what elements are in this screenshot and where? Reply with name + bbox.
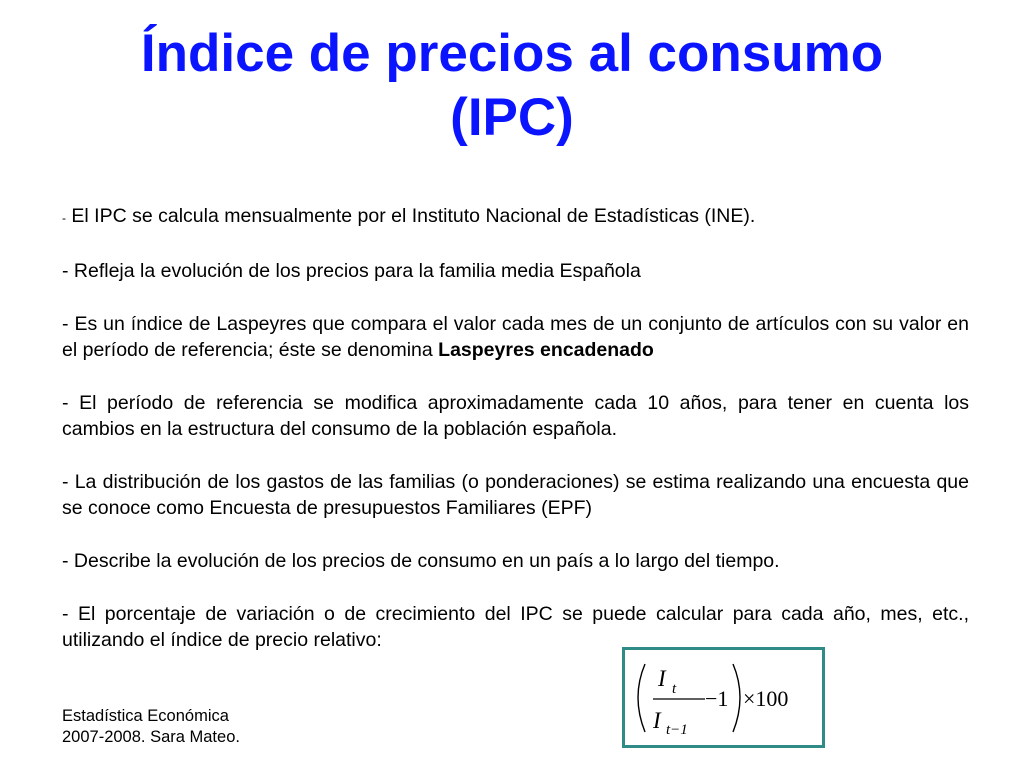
bullet-text: El IPC se calcula mensualmente por el Instituto Nacional de Estadísticas (INE).	[66, 205, 756, 227]
right-paren	[733, 664, 740, 732]
numerator-sub: t	[672, 681, 677, 697]
bullet-laspeyres	[62, 311, 969, 363]
formula-svg	[625, 650, 822, 745]
bullet-ipc-ine	[62, 203, 969, 231]
left-paren	[638, 664, 645, 732]
bullet-bold-term: Laspeyres encadenado	[438, 339, 654, 361]
bullet-refleja: - Refleja la evolución de los precios para la familia media Española	[62, 260, 641, 282]
slide-title-line2: (IPC)	[450, 88, 574, 147]
times-hundred: ×100	[743, 686, 789, 711]
denominator-sub: t−1	[666, 722, 688, 738]
slide-body	[62, 203, 969, 680]
minus-one: −1	[705, 686, 729, 711]
bullet-periodo: - El período de referencia se modifica aproximadamente cada 10 años, para tener en cuenta los cambios en la estructura del consumo de la población española.	[62, 392, 969, 440]
footer-course: Estadística Económica	[62, 707, 229, 725]
bullet-distribucion: - La distribución de los gastos de las familias (o ponderaciones) se estima realizando una encuesta que se conoce como Encuesta de presupuestos Familiares (EPF)	[62, 471, 969, 519]
footer	[62, 706, 240, 748]
numerator-var: I	[658, 666, 666, 691]
footer-author: 2007-2008. Sara Mateo.	[62, 728, 240, 746]
bullet-porcentaje: - El porcentaje de variación o de crecimiento del IPC se puede calcular para cada año, mes, etc., utilizando el índice de precio relativo:	[62, 603, 969, 651]
denominator-var: I	[653, 708, 661, 733]
bullet-dash: -	[62, 211, 66, 225]
slide-title	[0, 22, 1024, 150]
bullet-describe: - Describe la evolución de los precios de consumo en un país a lo largo del tiempo.	[62, 550, 780, 572]
formula-box	[622, 647, 825, 748]
bullet-text: - Es un índice de Laspeyres que compara el valor cada mes de un conjunto de artículos con su valor en el período de referencia; éste se denomina	[62, 313, 969, 361]
slide-title-line1: Índice de precios al consumo	[140, 24, 884, 83]
